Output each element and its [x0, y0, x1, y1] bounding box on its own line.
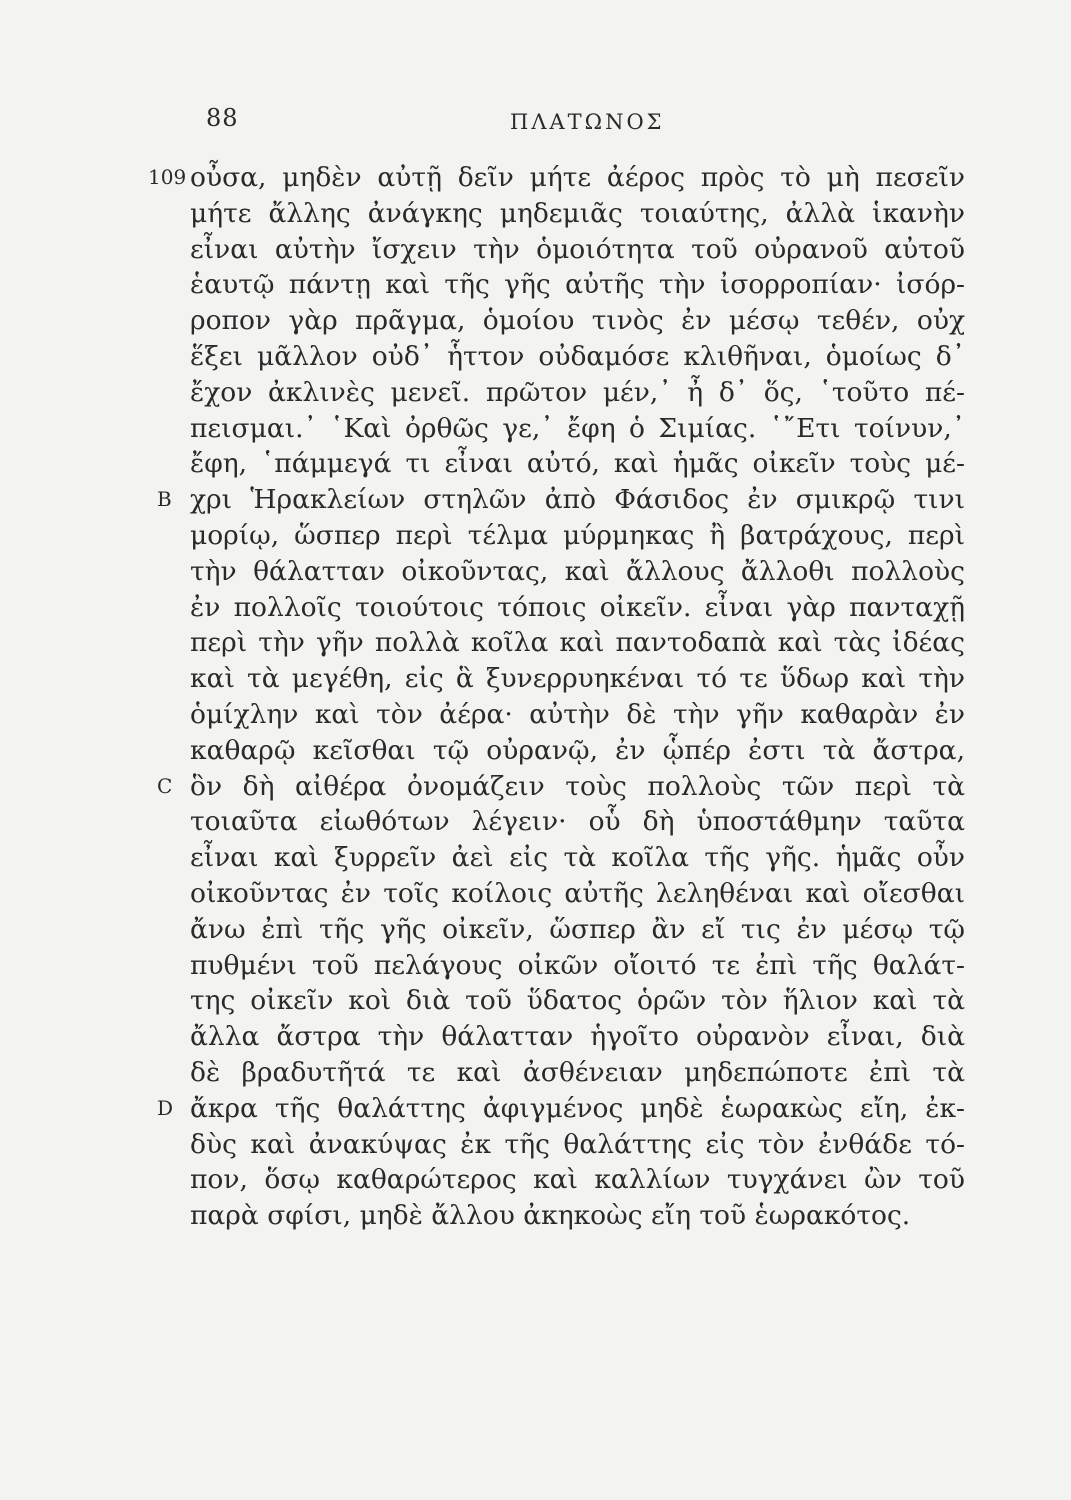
text-line [157, 482, 965, 518]
text-line [190, 697, 965, 733]
text-line [190, 912, 965, 948]
line-text: ἑαυτῷ πάντῃ καὶ τῆς γῆς αὐτῆς τὴν ἰσορροπίαν· ἰσόρ- [190, 269, 965, 301]
text-line [190, 232, 965, 268]
text-line [190, 804, 965, 840]
text-line [190, 411, 965, 447]
text-line [190, 267, 965, 303]
line-text: περὶ τὴν γῆν πολλὰ κοῖλα καὶ παντοδαπὰ καὶ τὰς ἰδέας [190, 627, 965, 659]
text-line [190, 590, 965, 626]
text-line [190, 375, 965, 411]
line-text: δὲ βραδυτῆτά τε καὶ ἀσθένειαν μηδεπώποτε ἐπὶ τὰ [190, 1056, 965, 1088]
line-text: ὃν δὴ αἰθέρα ὀνομάζειν τοὺς πολλοὺς τῶν περὶ τὰ [190, 770, 965, 802]
line-text: πεισμαι.᾽ ῾Καὶ ὀρθῶς γε,᾽ ἔφη ὁ Σιμίας. ῾῎Ετι τοίνυν,᾽ [190, 412, 965, 444]
text-line [190, 1055, 965, 1091]
text-line [190, 1162, 965, 1198]
text-block [148, 160, 965, 1234]
line-text: πον, ὅσῳ καθαρώτερος καὶ καλλίων τυγχάνει ὢν τοῦ [190, 1164, 965, 1196]
text-line [190, 733, 965, 769]
text-line [190, 948, 965, 984]
line-text: δὺς καὶ ἀνακύψας ἐκ τῆς θαλάττης εἰς τὸν ἐνθάδε τό- [190, 1128, 965, 1160]
text-line [190, 303, 965, 339]
text-line [190, 1127, 965, 1163]
text-line [190, 554, 965, 590]
text-line [190, 196, 965, 232]
text-line [190, 983, 965, 1019]
text-line [190, 1019, 965, 1055]
line-text: εἶναι καὶ ξυρρεῖν ἀεὶ εἰς τὰ κοῖλα τῆς γῆς. ἡμᾶς οὖν [190, 842, 965, 874]
stephanus-section-letter: B [157, 487, 172, 512]
text-line [190, 339, 965, 375]
text-line [157, 1091, 965, 1127]
line-text: ἔφη, ῾πάμμεγά τι εἶναι αὐτό, καὶ ἡμᾶς οἰκεῖν τοὺς μέ- [190, 448, 965, 480]
stephanus-section-letter: D [157, 1095, 174, 1120]
running-head: ΠΛΑΤΩΝΟΣ [510, 110, 665, 134]
text-line [190, 1198, 965, 1234]
text-line [190, 625, 965, 661]
line-text: πυθμένι τοῦ πελάγους οἰκῶν οἴοιτό τε ἐπὶ τῆς θαλάτ- [190, 949, 965, 981]
stephanus-section-letter: C [157, 773, 173, 798]
line-text: καὶ τὰ μεγέθη, εἰς ἃ ξυνερρυηκέναι τό τε ὕδωρ καὶ τὴν [190, 663, 965, 695]
line-text: μήτε ἄλλης ἀνάγκης μηδεμιᾶς τοιαύτης, ἀλλὰ ἱκανὴν [190, 197, 965, 229]
line-text: τοιαῦτα εἰωθότων λέγειν· οὗ δὴ ὑποστάθμην ταῦτα [190, 806, 965, 838]
line-text: ἄλλα ἄστρα τὴν θάλατταν ἡγοῖτο οὐρανὸν εἶναι, διὰ [190, 1021, 965, 1053]
line-text: παρὰ σφίσι, μηδὲ ἄλλου ἀκηκοὼς εἴη τοῦ ἑωρακότος. [190, 1200, 911, 1232]
stephanus-page-number: 109 [148, 165, 187, 189]
line-text: της οἰκεῖν κοὶ διὰ τοῦ ὕδατος ὁρῶν τὸν ἥλιον καὶ τὰ [190, 985, 965, 1017]
line-text: ἔχον ἀκλινὲς μενεῖ. πρῶτον μέν,᾽ ἦ δ᾽ ὅς, ῾τοῦτο πέ- [190, 376, 965, 408]
text-line [190, 876, 965, 912]
line-text: καθαρῷ κεῖσθαι τῷ οὐρανῷ, ἐν ᾧπέρ ἐστι τὰ ἄστρα, [190, 734, 965, 766]
line-text: ὁμίχλην καὶ τὸν ἀέρα· αὐτὴν δὲ τὴν γῆν καθαρὰν ἐν [190, 698, 965, 730]
line-text: ἐν πολλοῖς τοιούτοις τόποις οἰκεῖν. εἶναι γὰρ πανταχῇ [190, 591, 965, 623]
text-line [190, 840, 965, 876]
text-line [190, 661, 965, 697]
text-line [190, 446, 965, 482]
text-line [190, 518, 965, 554]
line-text: ἄνω ἐπὶ τῆς γῆς οἰκεῖν, ὥσπερ ἂν εἴ τις ἐν μέσῳ τῷ [190, 913, 965, 945]
line-text: τὴν θάλατταν οἰκοῦντας, καὶ ἄλλους ἄλλοθι πολλοὺς [190, 555, 965, 587]
text-line [148, 160, 965, 196]
line-text: οἰκοῦντας ἐν τοῖς κοίλοις αὐτῆς λεληθέναι καὶ οἴεσθαι [190, 877, 965, 909]
text-line [157, 769, 965, 805]
line-text: ἕξει μᾶλλον οὐδ᾽ ἧττον οὐδαμόσε κλιθῆναι, ὁμοίως δ᾽ [190, 340, 965, 372]
line-text: μορίῳ, ὥσπερ περὶ τέλμα μύρμηκας ἢ βατράχους, περὶ [190, 519, 965, 551]
line-text: εἶναι αὐτὴν ἴσχειν τὴν ὁμοιότητα τοῦ οὐρανοῦ αὐτοῦ [190, 233, 965, 265]
line-text: χρι Ἡρακλείων στηλῶν ἀπὸ Φάσιδος ἐν σμικρῷ τινι [190, 484, 965, 516]
line-text: ροπον γὰρ πρᾶγμα, ὁμοίου τινὸς ἐν μέσῳ τεθέν, οὐχ [190, 305, 965, 337]
line-text: οὖσα, μηδὲν αὐτῇ δεῖν μήτε ἀέρος πρὸς τὸ μὴ πεσεῖν [190, 162, 965, 193]
page-number: 88 [206, 104, 239, 132]
line-text: ἄκρα τῆς θαλάττης ἀφιγμένος μηδὲ ἑωρακὼς εἴη, ἐκ- [190, 1092, 965, 1124]
